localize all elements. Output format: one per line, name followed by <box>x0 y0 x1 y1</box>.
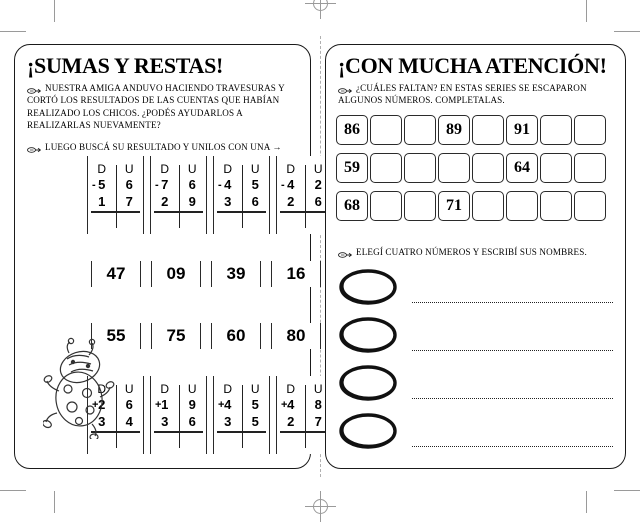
series-empty-box[interactable] <box>540 191 572 221</box>
result-cards-row-2 <box>91 323 321 349</box>
operand-top-tens: + 4 <box>281 397 295 412</box>
operator-sign: + <box>281 399 288 411</box>
name-entry-row <box>338 267 615 313</box>
torn-edge-bottom <box>271 345 321 350</box>
column-header-u: U <box>187 162 197 176</box>
series-empty-box[interactable] <box>404 153 436 183</box>
torn-edge-top <box>213 155 270 160</box>
operand-top-tens: - 7 <box>155 177 169 192</box>
torn-edge-bottom <box>150 230 207 235</box>
column-header-u: U <box>313 382 323 396</box>
column-header-d: D <box>223 382 233 396</box>
operand-bottom-tens: 3 <box>224 194 232 209</box>
column-header-d: D <box>286 382 296 396</box>
instruction-right-2-text: ELEGÍ CUATRO NÚMEROS Y ESCRIBÍ SUS NOMBRES. <box>356 247 587 257</box>
result-value: 60 <box>226 326 246 345</box>
torn-edge-top <box>87 155 144 160</box>
instruction-left-2-text: LUEGO BUSCÁ SU RESULTADO Y UNILOS CON UNA → <box>45 141 282 152</box>
operand-bottom-units: 6 <box>188 414 196 429</box>
operator-sign: - <box>92 179 96 191</box>
torn-edge-bottom <box>87 230 144 235</box>
series-empty-box[interactable] <box>540 115 572 145</box>
operator-sign: - <box>281 179 285 191</box>
pencil-bullet-icon-2 <box>27 144 42 150</box>
series-empty-box[interactable] <box>472 191 504 221</box>
torn-edge-bottom <box>87 450 144 455</box>
crop-mark-bottom-left-h <box>0 490 26 491</box>
operand-bottom-units: 4 <box>125 414 133 429</box>
operator-sign: + <box>155 399 162 411</box>
operand-top-units: 6 <box>188 177 196 192</box>
operand-digits <box>88 176 143 210</box>
series-given-number[interactable]: 86 <box>336 115 368 145</box>
torn-edge-top <box>271 322 321 327</box>
column-header-u: U <box>124 162 134 176</box>
name-writing-line[interactable] <box>412 398 613 399</box>
operand-bottom-units: 7 <box>314 414 322 429</box>
pencil-bullet-icon-4 <box>338 249 353 255</box>
series-empty-box[interactable] <box>404 191 436 221</box>
series-empty-box[interactable] <box>472 115 504 145</box>
crop-mark-top-left-h <box>0 31 26 32</box>
addition-problems-row <box>87 376 333 454</box>
operand-top-tens: + 2 <box>92 397 106 412</box>
crop-mark-top-right-v <box>586 0 587 22</box>
number-series-row <box>336 115 606 145</box>
operand-bottom-tens: 2 <box>287 194 295 209</box>
answer-rule <box>154 431 203 433</box>
addition-problem-card <box>150 376 207 454</box>
operand-top-units: 9 <box>188 397 196 412</box>
series-given-number[interactable]: 59 <box>336 153 368 183</box>
instruction-right-1-text: ¿CUÁLES FALTAN? EN ESTAS SERIES SE ESCAPARON ALGUNOS NÚMEROS. COMPLETALAS. <box>338 83 587 106</box>
subtraction-problem-card <box>150 156 207 234</box>
operand-digits <box>277 176 332 210</box>
result-card[interactable] <box>211 323 261 349</box>
answer-rule <box>217 431 266 433</box>
name-writing-line[interactable] <box>412 446 613 447</box>
operand-digits <box>214 396 269 430</box>
operand-bottom-units: 5 <box>251 414 259 429</box>
crop-mark-top-left-v <box>54 0 55 22</box>
result-value: 55 <box>106 326 126 345</box>
column-header-u: U <box>187 382 197 396</box>
series-empty-box[interactable] <box>370 153 402 183</box>
result-value: 09 <box>166 264 186 283</box>
result-card[interactable] <box>271 261 321 287</box>
series-given-number[interactable]: 68 <box>336 191 368 221</box>
result-value: 80 <box>286 326 306 345</box>
operand-digits <box>277 396 332 430</box>
operand-top-units: 8 <box>314 397 322 412</box>
addition-problem-card <box>213 376 270 454</box>
pencil-bullet-icon-3 <box>338 85 353 91</box>
column-header-u: U <box>124 382 134 396</box>
subtraction-problem-card <box>87 156 144 234</box>
torn-edge-bottom <box>211 283 261 288</box>
operand-bottom-tens: 2 <box>287 414 295 429</box>
result-card[interactable] <box>211 261 261 287</box>
answer-rule <box>91 211 140 213</box>
answer-rule <box>280 211 329 213</box>
crop-mark-bottom-left-v <box>54 491 55 513</box>
ladybug-mascot-icon <box>43 337 115 439</box>
crop-mark-bottom-right-h <box>614 490 640 491</box>
result-value: 47 <box>106 264 126 283</box>
instruction-left-2 <box>15 132 310 153</box>
series-empty-box[interactable] <box>404 115 436 145</box>
operator-sign: + <box>92 399 99 411</box>
series-empty-box[interactable] <box>574 191 606 221</box>
operator-sign: + <box>218 399 225 411</box>
panel-sumas-y-restas <box>14 44 323 469</box>
operand-top-units: 6 <box>125 397 133 412</box>
answer-rule <box>280 431 329 433</box>
registration-mark-top <box>313 0 328 11</box>
column-header-u: U <box>313 162 323 176</box>
torn-edge-bottom <box>151 345 201 350</box>
torn-edge-bottom <box>213 230 270 235</box>
operand-bottom-tens: 1 <box>98 194 106 209</box>
name-entry-row <box>338 411 615 457</box>
operand-top-tens: + 1 <box>155 397 169 412</box>
name-writing-line[interactable] <box>412 302 613 303</box>
result-value: 16 <box>286 264 306 283</box>
operand-top-units: 5 <box>251 177 259 192</box>
series-given-number[interactable]: 89 <box>438 115 470 145</box>
hand-drawn-oval[interactable] <box>338 363 398 403</box>
hand-drawn-oval[interactable] <box>338 267 398 307</box>
operand-digits <box>151 396 206 430</box>
subtraction-problem-card <box>213 156 270 234</box>
result-card[interactable] <box>271 323 321 349</box>
torn-edge-bottom <box>213 450 270 455</box>
hand-drawn-oval[interactable] <box>338 315 398 355</box>
instruction-right-2 <box>326 243 601 258</box>
name-entry-row <box>338 315 615 361</box>
torn-edge-top <box>271 260 321 265</box>
series-empty-box[interactable] <box>506 191 538 221</box>
torn-edge-top <box>211 260 261 265</box>
series-empty-box[interactable] <box>438 153 470 183</box>
operand-top-units: 2 <box>314 177 322 192</box>
series-empty-box[interactable] <box>472 153 504 183</box>
name-writing-line[interactable] <box>412 350 613 351</box>
registration-mark-bottom <box>313 499 328 514</box>
operand-bottom-units: 9 <box>188 194 196 209</box>
operand-bottom-units: 6 <box>251 194 259 209</box>
operator-sign: - <box>218 179 222 191</box>
column-header-d: D <box>97 382 107 396</box>
operand-bottom-tens: 3 <box>161 414 169 429</box>
series-empty-box[interactable] <box>370 191 402 221</box>
torn-edge-top <box>151 260 201 265</box>
torn-edge-bottom <box>91 283 141 288</box>
operand-top-tens: - 4 <box>281 177 295 192</box>
column-header-u: U <box>250 382 260 396</box>
operand-top-units: 5 <box>251 397 259 412</box>
operand-top-tens: + 4 <box>218 397 232 412</box>
series-given-number[interactable]: 64 <box>506 153 538 183</box>
operand-digits <box>151 176 206 210</box>
result-card[interactable] <box>91 261 141 287</box>
series-empty-box[interactable] <box>574 153 606 183</box>
torn-edge-top <box>211 322 261 327</box>
operand-bottom-units: 6 <box>314 194 322 209</box>
torn-edge-top <box>91 260 141 265</box>
name-entry-row <box>338 363 615 409</box>
crop-mark-top-right-h <box>614 31 640 32</box>
panel-con-mucha-atencion <box>325 44 626 469</box>
operand-top-units: 6 <box>125 177 133 192</box>
number-series-row <box>336 191 606 221</box>
answer-rule <box>217 211 266 213</box>
torn-edge-top <box>150 375 207 380</box>
answer-rule <box>154 211 203 213</box>
hand-drawn-oval[interactable] <box>338 411 398 451</box>
operand-top-tens: - 4 <box>218 177 232 192</box>
torn-edge-top <box>150 155 207 160</box>
torn-edge-top <box>213 375 270 380</box>
series-empty-box[interactable] <box>540 153 572 183</box>
instruction-right-1 <box>326 79 625 107</box>
result-cards-row-1 <box>91 261 321 287</box>
result-card[interactable] <box>151 261 201 287</box>
torn-edge-top <box>91 322 141 327</box>
operand-bottom-tens: 3 <box>224 414 232 429</box>
operand-bottom-units: 7 <box>125 194 133 209</box>
subtraction-problems-row <box>87 156 333 234</box>
result-value: 39 <box>226 264 246 283</box>
page-title-left: ¡SUMAS Y RESTAS! <box>27 53 224 78</box>
result-value: 75 <box>166 326 186 345</box>
operator-sign: - <box>155 179 159 191</box>
column-header-d: D <box>160 162 170 176</box>
column-header-d: D <box>286 162 296 176</box>
pencil-bullet-icon <box>27 85 42 91</box>
torn-edge-bottom <box>211 345 261 350</box>
torn-edge-bottom <box>151 283 201 288</box>
operand-top-tens: - 5 <box>92 177 106 192</box>
operand-bottom-tens: 2 <box>161 194 169 209</box>
torn-edge-top <box>151 322 201 327</box>
series-empty-box[interactable] <box>370 115 402 145</box>
instruction-left-1 <box>15 79 310 132</box>
series-empty-box[interactable] <box>574 115 606 145</box>
torn-edge-bottom <box>150 450 207 455</box>
torn-edge-bottom <box>271 283 321 288</box>
column-header-d: D <box>160 382 170 396</box>
series-given-number[interactable]: 91 <box>506 115 538 145</box>
column-header-u: U <box>250 162 260 176</box>
result-card[interactable] <box>151 323 201 349</box>
crop-mark-bottom-right-v <box>586 491 587 513</box>
operand-digits <box>214 176 269 210</box>
series-given-number[interactable]: 71 <box>438 191 470 221</box>
instruction-left-1-text: NUESTRA AMIGA ANDUVO HACIENDO TRAVESURAS Y CORTÓ LOS RESULTADOS DE LAS CUENTAS QUE HABÍAN REALIZADO LOS CHICOS. ¿PODÉS AYUDARLOS A REALIZARLAS NUEVAMENTE? <box>27 83 285 131</box>
number-series-row <box>336 153 606 183</box>
page-title-right: ¡CON MUCHA ATENCIÓN! <box>338 53 607 78</box>
column-header-d: D <box>223 162 233 176</box>
column-header-d: D <box>97 162 107 176</box>
operand-bottom-tens: 3 <box>98 414 106 429</box>
